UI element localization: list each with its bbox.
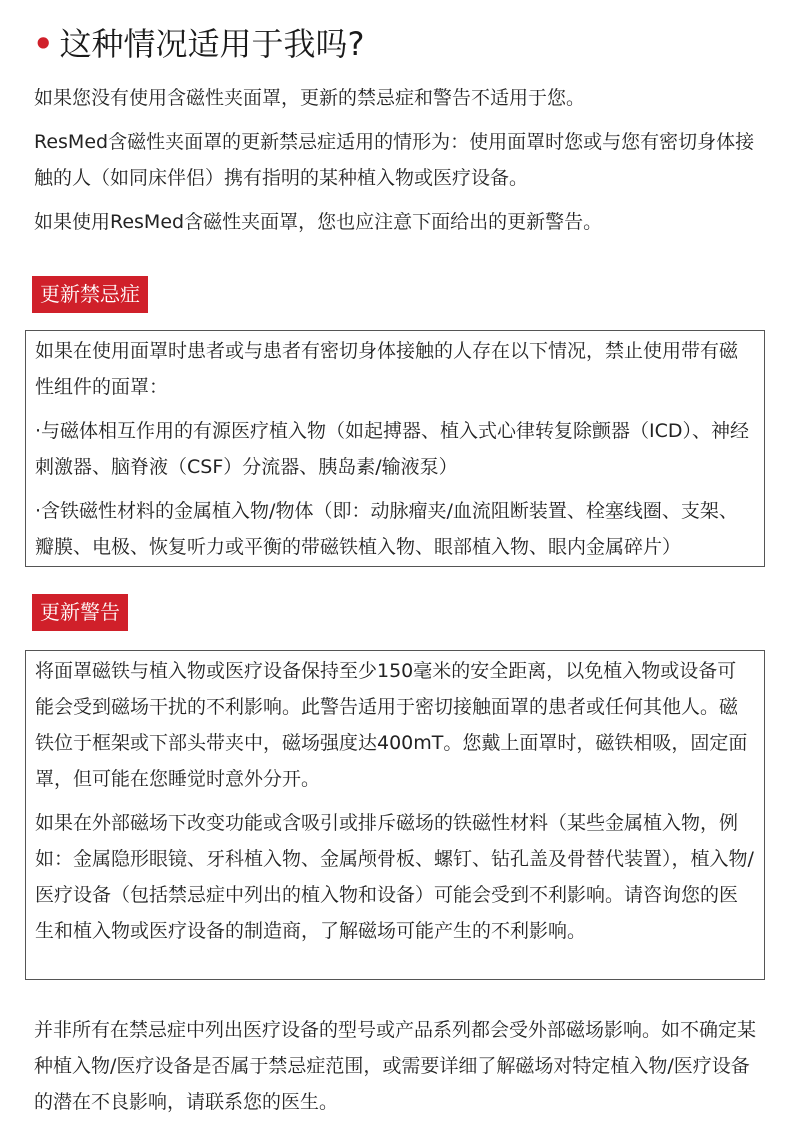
warnings-box: [25, 650, 765, 980]
warnings-paragraph-2: 如果在外部磁场下改变功能或含吸引或排斥磁场的铁磁性材料（某些金属植入物，例如：金属隐形眼镜、牙科植入物、金属颅骨板、螺钉、钻孔盖及骨替代装置），植入物/医疗设备（包括禁忌症中列出的植入物和设备）可能会受到不利影响。请咨询您的医生和植入物或医疗设备的制造商，了解磁场可能产生的不利影响。: [35, 812, 754, 942]
intro-paragraph-1: 如果您没有使用含磁性夹面罩，更新的禁忌症和警告不适用于您。: [34, 87, 586, 109]
intro-paragraph-3: 如果使用ResMed含磁性夹面罩，您也应注意下面给出的更新警告。: [34, 211, 603, 233]
title-bullet: •: [33, 25, 54, 63]
contraindications-item-1: ·与磁体相互作用的有源医疗植入物（如起搏器、植入式心律转复除颤器（ICD）、神经刺激器、脑脊液（CSF）分流器、胰岛素/输液泵）: [35, 420, 750, 478]
intro-paragraph-2: ResMed含磁性夹面罩的更新禁忌症适用的情形为：使用面罩时您或与您有密切身体接触的人（如同床伴侣）携有指明的某种植入物或医疗设备。: [34, 131, 755, 189]
contraindications-badge: 更新禁忌症: [32, 276, 148, 313]
warnings-paragraph-1: 将面罩磁铁与植入物或医疗设备保持至少150毫米的安全距离，以免植入物或设备可能会受到磁场干扰的不利影响。此警告适用于密切接触面罩的患者或任何其他人。磁铁位于框架或下部头带夹中，磁场强度达400mT。您戴上面罩时，磁铁相吸，固定面罩，但可能在您睡觉时意外分开。: [35, 660, 748, 790]
contraindications-lead: 如果在使用面罩时患者或与患者有密切身体接触的人存在以下情况，禁止使用带有磁性组件的面罩：: [35, 340, 739, 398]
contraindications-box: [25, 330, 765, 567]
warnings-badge: 更新警告: [32, 594, 128, 631]
contraindications-item-2: ·含铁磁性材料的金属植入物/物体（即：动脉瘤夹/血流阻断装置、栓塞线圈、支架、瓣膜、电极、恢复听力或平衡的带磁铁植入物、眼部植入物、眼内金属碎片）: [35, 500, 738, 558]
title-text: 这种情况适用于我吗?: [59, 25, 365, 63]
page-title: [33, 24, 364, 64]
footer-note: 并非所有在禁忌症中列出医疗设备的型号或产品系列都会受外部磁场影响。如不确定某种植入物/医疗设备是否属于禁忌症范围，或需要详细了解磁场对特定植入物/医疗设备的潜在不良影响，请联系您的医生。: [34, 1019, 757, 1113]
